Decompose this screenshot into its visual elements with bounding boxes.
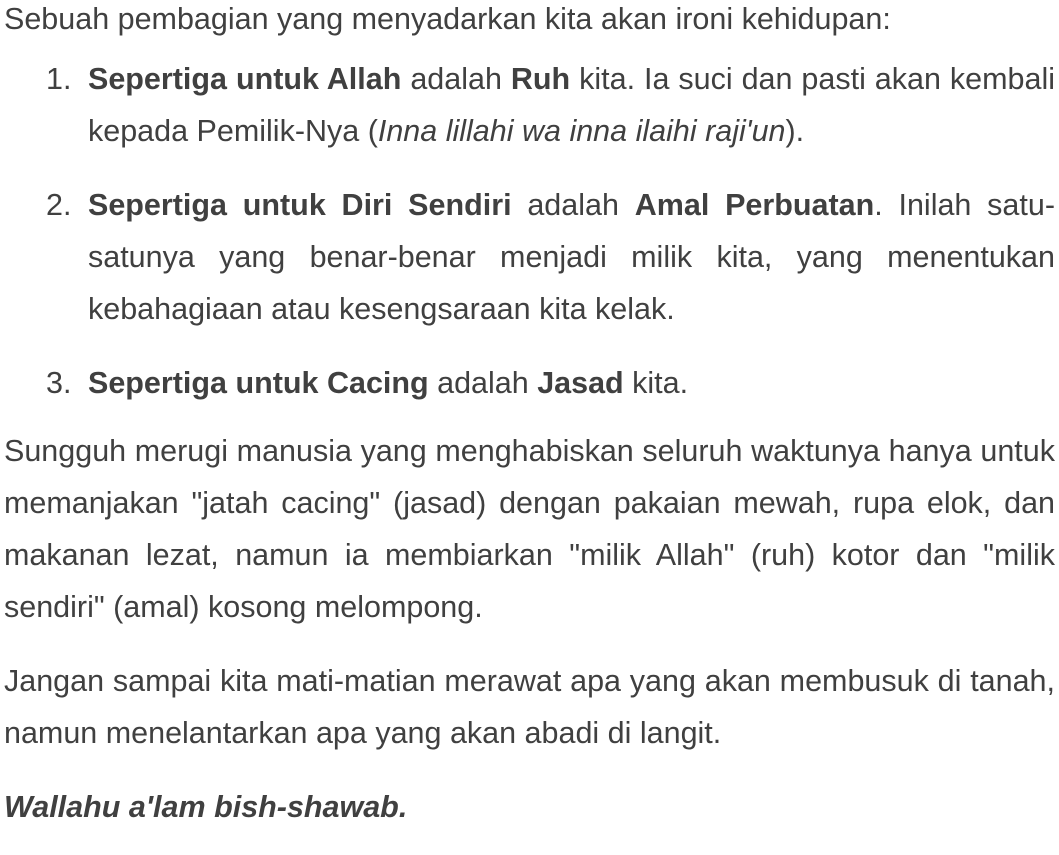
- list-number: 2.: [46, 188, 72, 222]
- list-item-connector: adalah: [401, 62, 511, 96]
- paragraph-advice: Jangan sampai kita mati-matian merawat apa yang akan membusuk di tanah, namun menelantarkan apa yang akan abadi di langit.: [4, 664, 1055, 750]
- list-item-heading: Sepertiga untuk Diri Sendiri: [88, 188, 512, 222]
- list-item-heading: Sepertiga untuk Allah: [88, 62, 402, 96]
- list-item-quote: Inna lillahi wa inna ilaihi raji'un: [377, 114, 786, 148]
- list-item-description: . Inilah satu-satunya yang benar-benar menjadi milik kita, yang menentukan kebahagiaan atau kesengsaraan kita kelak.: [88, 188, 1055, 326]
- numbered-list: [4, 53, 1055, 409]
- list-item-subject: Ruh: [510, 62, 571, 96]
- list-item-subject: Jasad: [537, 366, 624, 400]
- list-item-description: kita.: [623, 366, 689, 400]
- list-item-description: kita. Ia suci dan pasti akan kembali kepada Pemilik-Nya (: [88, 62, 1055, 148]
- closing-phrase: [4, 781, 1055, 833]
- list-item-subject: Amal Perbuatan: [634, 188, 875, 222]
- list-item-connector: adalah: [511, 188, 635, 222]
- list-item-diri-sendiri: [4, 179, 1055, 335]
- closing-text: Wallahu a'lam bish-shawab.: [4, 790, 408, 824]
- list-item-closing-paren: ).: [785, 114, 805, 148]
- list-item-heading: Sepertiga untuk Cacing: [88, 366, 429, 400]
- list-number: 3.: [46, 366, 72, 400]
- paragraph-reflection: Sungguh merugi manusia yang menghabiskan seluruh waktunya hanya untuk memanjakan "jatah cacing" (jasad) dengan pakaian mewah, rupa elok, dan makanan lezat, namun ia membiarkan "milik Allah" (ruh) kotor dan "milik sendiri" (amal) kosong melompong.: [4, 434, 1055, 624]
- intro-text: Sebuah pembagian yang menyadarkan kita akan ironi kehidupan:: [4, 2, 891, 36]
- list-number: 1.: [46, 62, 72, 96]
- list-item-connector: adalah: [428, 366, 538, 400]
- document-body: [4, 0, 1055, 833]
- list-item-cacing: [4, 357, 1055, 409]
- list-item-allah: [4, 53, 1055, 157]
